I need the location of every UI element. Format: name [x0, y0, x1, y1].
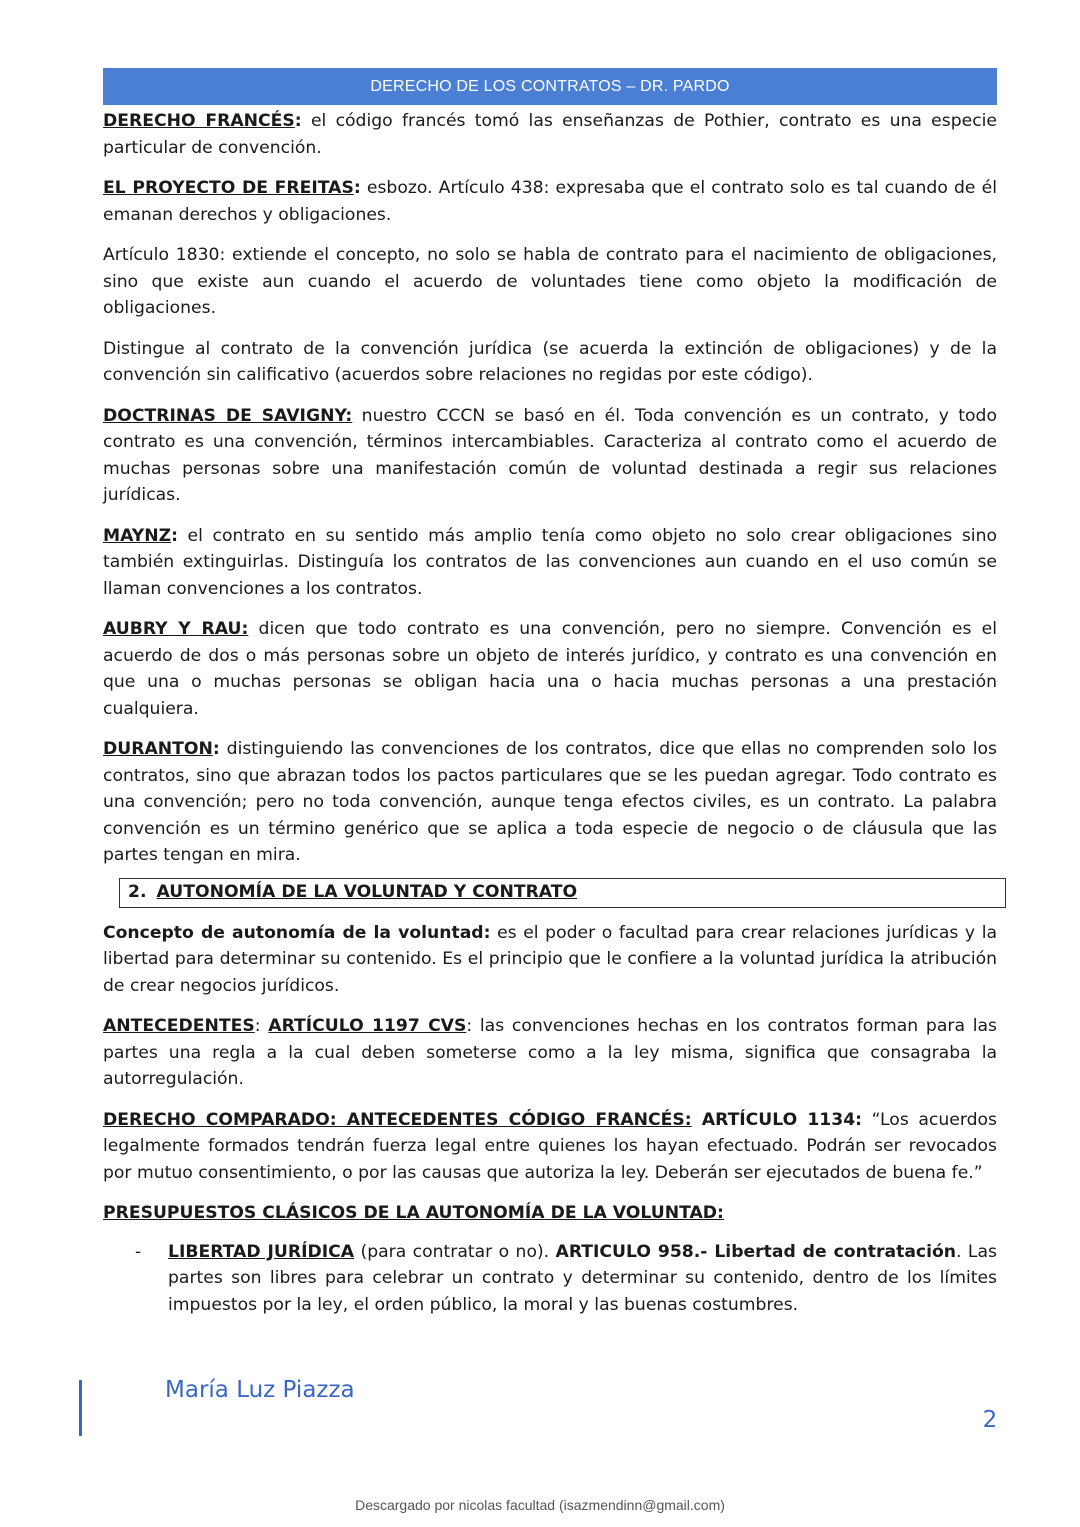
- list-text: . Las partes son libres para celebrar un contrato y determinar su contenido, dentro de los límites impuestos por la ley, el orden público, la moral y las buenas costumbres.: [168, 1241, 997, 1315]
- paragraph-savigny: [103, 403, 997, 509]
- header-title: DERECHO DE LOS CONTRATOS – DR. PARDO: [370, 77, 730, 95]
- paragraph-duranton: [103, 736, 997, 869]
- label-antecedentes: ANTECEDENTES: [103, 1016, 255, 1036]
- footer-accent-bar: [79, 1380, 82, 1436]
- page-content: [103, 108, 997, 1318]
- paragraph-concepto-autonomia: [103, 920, 997, 1000]
- paragraph-presupuestos: [103, 1200, 997, 1227]
- paragraph-text: “Los acuerdos legalmente formados tendrán fuerza legal entre quienes los hayan efectuado. Podrán ser revocados por mutuo consentimiento, o por las causas que autoriza la ley. Deberán ser ejecutados de buena fe.”: [103, 1109, 997, 1183]
- list-text: (para contratar o no).: [354, 1241, 556, 1262]
- paragraph-text: es el poder o facultad para crear relaciones jurídicas y la libertad para determinar su contenido. Es el principio que le confiere a la voluntad jurídica la atribución de crear negocios jurídicos.: [103, 922, 997, 996]
- paragraph-articulo-1830: [103, 242, 997, 322]
- document-header: [103, 68, 997, 105]
- paragraph-aubry-rau: [103, 616, 997, 722]
- paragraph-distingue: [103, 336, 997, 389]
- label-articulo-958: ARTICULO 958.- Libertad de contratación: [555, 1241, 957, 1262]
- label-colon: :: [294, 111, 302, 131]
- paragraph-text: : las convenciones hechas en los contratos forman para las partes una regla a la cual deben someterse como a la ley misma, significa que consagraba la autorregulación.: [103, 1016, 997, 1089]
- list-dash: -: [135, 1241, 142, 1262]
- label-articulo-1197: ARTÍCULO 1197 CVS: [268, 1016, 467, 1036]
- label-savigny: DOCTRINAS DE SAVIGNY:: [103, 405, 353, 426]
- label-duranton: DURANTON: [103, 739, 213, 759]
- label-articulo-1134: ARTÍCULO 1134:: [691, 1109, 863, 1130]
- author-name: María Luz Piazza: [165, 1377, 355, 1403]
- paragraph-derecho-frances: [103, 108, 997, 161]
- paragraph-text: el contrato en su sentido más amplio tenía como objeto no solo crear obligaciones sino también extinguirlas. Distinguía los contratos de las convenciones aun cuando en el uso común se llaman convenciones a los contratos.: [103, 525, 997, 599]
- paragraph-text: Artículo 1830: extiende el concepto, no solo se habla de contrato para el nacimiento de obligaciones, sino que existe aun cuando el acuerdo de voluntades tiene como objeto la modificación de obligaciones.: [103, 245, 997, 318]
- paragraph-text: Distingue al contrato de la convención jurídica (se acuerda la extinción de obligaciones) y de la convención sin calificativo (acuerdos sobre relaciones no regidas por este código).: [103, 338, 997, 385]
- paragraph-text: dicen que todo contrato es una convención, pero no siempre. Convención es el acuerdo de dos o más personas sobre un objeto de interés jurídico, y contrato es una convención en que una o muchas personas se obligan hacia una o hacia muchas personas a una prestación cualquiera.: [103, 619, 997, 719]
- label-colon: :: [353, 178, 361, 198]
- label-maynz: MAYNZ: [103, 525, 172, 546]
- paragraph-text: esbozo. Artículo 438: expresaba que el contrato solo es tal cuando de él emanan derechos y obligaciones.: [103, 178, 997, 225]
- section-title: AUTONOMÍA DE LA VOLUNTAD Y CONTRATO: [156, 882, 578, 903]
- list-item-text: [168, 1239, 997, 1319]
- download-note: Descargado por nicolas facultad (isazmendinn@gmail.com): [355, 1497, 725, 1513]
- section-heading: [119, 878, 1006, 908]
- label-presupuestos: PRESUPUESTOS CLÁSICOS DE LA AUTONOMÍA DE LA VOLUNTAD:: [103, 1203, 724, 1223]
- label-libertad-juridica: LIBERTAD JURÍDICA: [168, 1241, 355, 1262]
- label-derecho-frances: DERECHO FRANCÉS: [103, 111, 295, 131]
- label-colon: :: [171, 525, 178, 546]
- section-number: 2.: [128, 882, 147, 903]
- paragraph-maynz: [103, 523, 997, 603]
- page-number: 2: [982, 1407, 998, 1433]
- paragraph-proyecto-freitas: [103, 175, 997, 228]
- label-derecho-comparado: DERECHO COMPARADO: ANTECEDENTES CÓDIGO FRANCÉS:: [103, 1109, 692, 1130]
- label-separator: :: [254, 1016, 269, 1036]
- paragraph-text: nuestro CCCN se basó en él. Toda convención es un contrato, y todo contrato es una convención, términos intercambiables. Caracteriza al contrato como el acuerdo de muchas personas sobre una manifestación común de voluntad destinada a regir sus relaciones jurídicas.: [103, 405, 997, 505]
- label-concepto: Concepto de autonomía de la voluntad:: [103, 922, 491, 943]
- label-proyecto-freitas: EL PROYECTO DE FREITAS: [103, 178, 354, 198]
- label-colon: :: [212, 739, 220, 759]
- list-item: [103, 1239, 997, 1319]
- paragraph-text: distinguiendo las convenciones de los contratos, dice que ellas no comprenden solo los contratos, sino que abrazan todos los pactos particulares que se les puedan agregar. Todo contrato es una convención; pero no toda convención, aunque tenga efectos civiles, es un contrato. La palabra convención es un término genérico que se aplica a toda especie de negocio o de cláusula que las partes tengan en mira.: [103, 739, 997, 865]
- paragraph-antecedentes: [103, 1013, 997, 1093]
- label-aubry-rau: AUBRY Y RAU:: [103, 619, 249, 639]
- paragraph-text: el código francés tomó las enseñanzas de Pothier, contrato es una especie particular de convención.: [103, 111, 997, 158]
- paragraph-derecho-comparado: [103, 1107, 997, 1187]
